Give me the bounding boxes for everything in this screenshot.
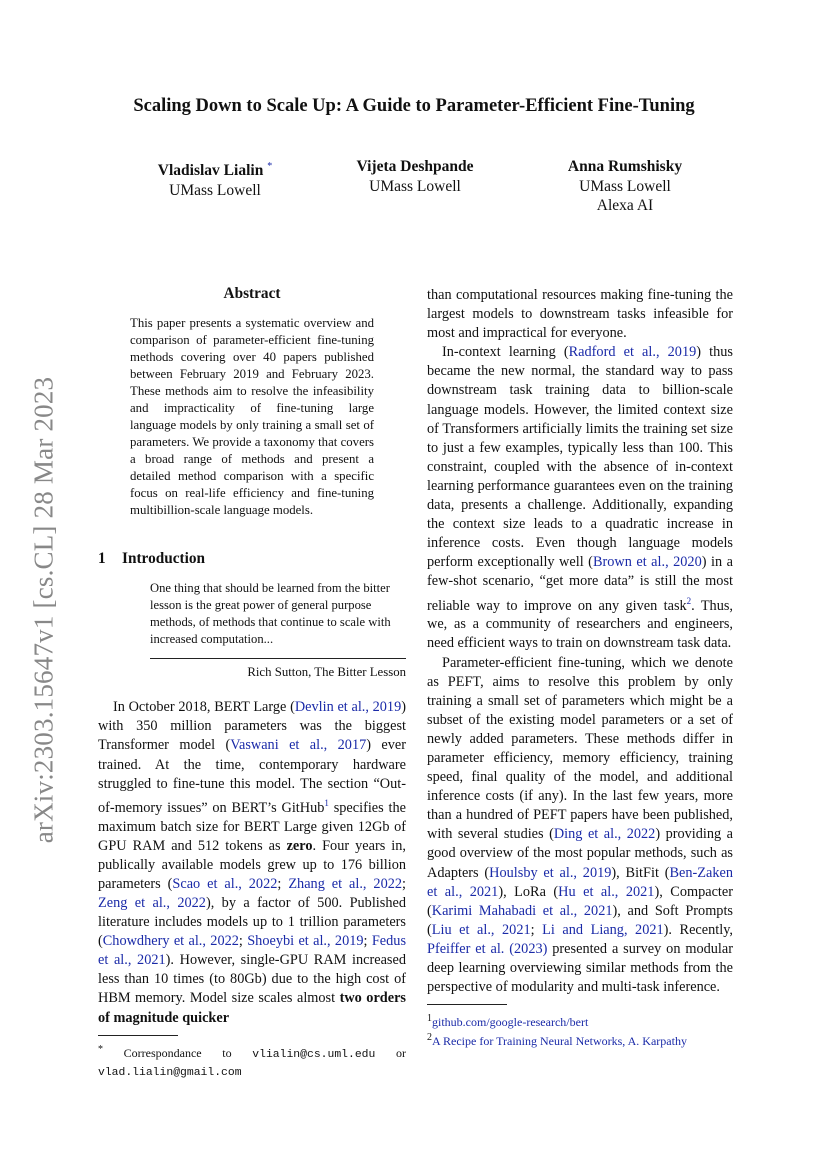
footnote-ref[interactable]: 2: [686, 595, 692, 606]
author-name: Vijeta Deshpande: [356, 158, 474, 175]
paper-title: Scaling Down to Scale Up: A Guide to Parameter-Efficient Fine-Tuning: [133, 96, 695, 116]
section-number: 1: [98, 550, 106, 568]
author-mark[interactable]: *: [267, 161, 273, 172]
body-paragraph: In-context learning (Radford et al., 2019) thus became the new normal, the standard way to pass downstream task training data to billion-scale language models. However, the limited context size of Transformers artificially limits the training set size to just a few examples, typically less than 100. This constraint, coupled with the absence of in-context learning performance guarantees even on the training data, presents a challenge. Additionally, expanding the context size leads to a quadratic increase in inference costs. Even though language models perform exceptionally well (Brown et al., 2020) in a few-shot scenario, “get more data” is still the most reliable way to improve on any given task$^2$. Thus, we, as a community of researchers and engineers, need efficient ways to train on downstream task data.: [427, 344, 733, 652]
body-paragraph: Parameter-efficient fine-tuning, which we denote as PEFT, aims to resolve this problem by only training a small set of parameters which might be a subset of the existing model parameters or a set of newly added parameters. These methods differ in parameter efficiency, memory efficiency, training speed, final quality of the model, and additional inference costs (if any). In the last few years, more than a hundred of PEFT papers have been published, with several studies (Ding et al., 2022) providing a good overview of the most popular methods, such as Adapters (Houlsby et al., 2019), BitFit (Ben-Zaken et al., 2021), LoRa (Hu et al., 2021), Compacter (Karimi Mahabadi et al., 2021), and Soft Prompts (Liu et al., 2021; Li and Liang, 2021). Recently, Pfeiffer et al. (2023) presented a survey on modular deep learning overviewing similar methods from the perspective of modularity and multi-task inference.: [427, 654, 734, 996]
section-heading: [98, 549, 406, 568]
left-column: [98, 284, 406, 1081]
author-affiliation: UMass Lowell: [169, 181, 261, 199]
epigraph-quote: One thing that should be learned from the bitter lesson is the great power of general purpose methods, of methods that continue to scale with increased computation...: [150, 581, 391, 647]
citation-link[interactable]: Hu et al., 2021: [558, 883, 655, 900]
intro-paragraph: In October 2018, BERT Large (Devlin et al., 2019) with 350 million parameters was the biggest Transformer model (Vaswani et al., 2017) ever trained. At the time, contemporary hardware struggled to fine-tune this model. The section “Out-of-memory issues” on BERT’s GitHub$^1$ specifies the maximum batch size for BERT Large given 12Gb of GPU RAM and 512 tokens as zero. Four years in, publically available models grew up to 176 billion parameters (Scao et al., 2022; Zhang et al., 2022; Zeng et al., 2022), by a factor of 500. Published literature includes models up to 1 trillion parameters (Chowdhery et al., 2022; Shoeybi et al., 2019; Fedus et al., 2021). However, single-GPU RAM increased less than 10 times (to 80Gb) due to the high cost of HBM memory. Model size scales almost two orders of magnitude quicker: [98, 699, 407, 1026]
epigraph-rule: [150, 658, 406, 659]
footnote-2: $^2$A Recipe for Training Neural Networks, A. Karpathy: [427, 1032, 687, 1049]
email-link[interactable]: vlialin@cs.uml.edu: [252, 1048, 376, 1061]
citation-link[interactable]: Zhang et al., 2022: [288, 875, 403, 892]
citation-link[interactable]: Chowdhery et al., 2022: [102, 933, 239, 950]
footnote-1: $^1$github.com/google-research/bert: [427, 1013, 589, 1030]
citation-link[interactable]: Shoeybi et al., 2019: [247, 933, 364, 950]
citation-link[interactable]: Liu et al., 2021: [431, 921, 531, 938]
author-affiliation: UMass Lowell: [369, 177, 461, 195]
citation-link[interactable]: Houlsby et al., 2019: [489, 864, 612, 881]
citation-link[interactable]: Brown et al., 2020: [592, 554, 702, 571]
citation-link[interactable]: Li and Liang, 2021: [542, 921, 664, 938]
footnote-rule: [98, 1035, 178, 1036]
citation-link[interactable]: Pfeiffer et al. (2023): [427, 940, 548, 957]
citation-link[interactable]: Fedus et al., 2021: [98, 933, 407, 969]
body-paragraph: than computational resources making fine-tuning the largest models to downstream tasks infeasible for most and impractical for everyone.: [427, 287, 733, 342]
section-title: Introduction: [122, 550, 206, 568]
arxiv-stamp: [24, 360, 64, 860]
author-1: [150, 157, 280, 200]
citation-link[interactable]: Vaswani et al., 2017: [230, 737, 367, 754]
epigraph-source: Rich Sutton, The Bitter Lesson: [247, 665, 406, 680]
footnote-link[interactable]: github.com/google-research/bert: [432, 1015, 589, 1030]
author-affiliation: Alexa AI: [596, 197, 654, 214]
citation-link[interactable]: Ding et al., 2022: [553, 826, 656, 843]
footnote-ref[interactable]: 1: [324, 797, 329, 808]
footnote-link[interactable]: A Recipe for Training Neural Networks, A. Karpathy: [432, 1034, 687, 1049]
citation-link[interactable]: Devlin et al., 2019: [294, 699, 402, 716]
author-3: [555, 157, 695, 216]
footnote-correspondence: * Correspondance to vlialin@cs.uml.edu or vlad.lialin@gmail.com: [98, 1043, 406, 1079]
email-link[interactable]: vlad.lialin@gmail.com: [98, 1066, 242, 1079]
arxiv-id: arXiv:2303.15647v1 [cs.CL] 28 Mar 2023: [28, 376, 59, 844]
right-column: [427, 286, 733, 1049]
citation-link[interactable]: Karimi Mahabadi et al., 2021: [431, 902, 613, 919]
citation-link[interactable]: Radford et al., 2019: [568, 344, 697, 361]
citation-link[interactable]: Ben-Zaken et al., 2021: [427, 864, 733, 900]
author-name: Anna Rumshisky: [567, 158, 683, 175]
citation-link[interactable]: Zeng et al., 2022: [98, 894, 206, 911]
author-affiliation: UMass Lowell: [579, 177, 671, 195]
author-name: Vladislav Lialin: [157, 162, 264, 180]
abstract-heading: Abstract: [223, 285, 281, 302]
citation-link[interactable]: Scao et al., 2022: [172, 875, 278, 892]
footnote-rule: [427, 1004, 507, 1005]
abstract-text: This paper presents a systematic overview and comparison of parameter-efficient fine-tuning methods covering over 40 papers published between February 2019 and February 2023. These methods aim to resolve the infeasibility and impracticality of fine-tuning large language models by only training a small set of parameters. We provide a taxonomy that covers a broad range of methods and present a detailed method comparison with a specific focus on real-life efficiency and fine-tuning multibillion-scale language models.: [130, 316, 374, 518]
author-2: [345, 157, 485, 196]
